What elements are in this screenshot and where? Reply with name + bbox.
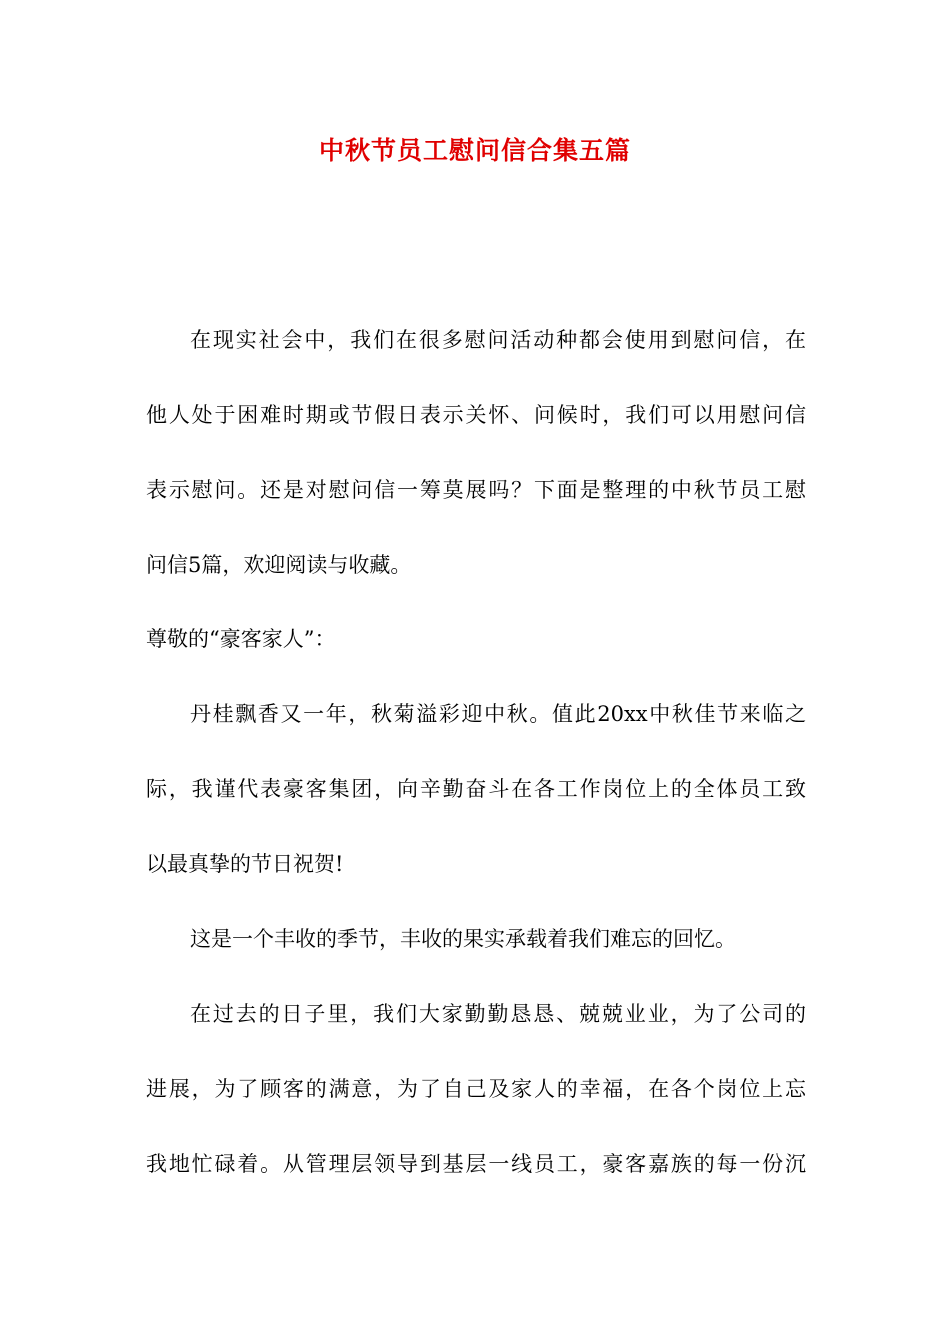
paragraph-line: 在过去的日子里，我们大家勤勤恳恳、兢兢业业，为了公司的 [190,1002,806,1026]
paragraph-line: 表示慰问。还是对慰问信一筹莫展吗？下面是整理的中秋节员工慰 [146,478,806,502]
paragraph-line: 丹桂飘香又一年，秋菊溢彩迎中秋。值此20xx中秋佳节来临之 [190,702,806,726]
paragraph-line: 进展，为了顾客的满意，为了自己及家人的幸福，在各个岗位上忘 [146,1077,806,1101]
paragraph-line: 际，我谨代表豪客集团，向辛勤奋斗在各工作岗位上的全体员工致 [146,777,806,801]
paragraph-line: 我地忙碌着。从管理层领导到基层一线员工，豪客嘉族的每一份沉 [146,1152,806,1176]
paragraph-line: 问信5篇，欢迎阅读与收藏。 [146,553,412,577]
paragraph-line: 这是一个丰收的季节，丰收的果实承载着我们难忘的回忆。 [190,927,736,951]
paragraph-line: 他人处于困难时期或节假日表示关怀、问候时，我们可以用慰问信 [146,403,806,427]
document-title: 中秋节员工慰问信合集五篇 [318,136,631,165]
paragraph-line: 以最真挚的节日祝贺! [146,852,344,876]
salutation-line: 尊敬的“豪客家人”： [146,627,336,651]
paragraph-line: 在现实社会中，我们在很多慰问活动种都会使用到慰问信，在 [190,328,806,352]
